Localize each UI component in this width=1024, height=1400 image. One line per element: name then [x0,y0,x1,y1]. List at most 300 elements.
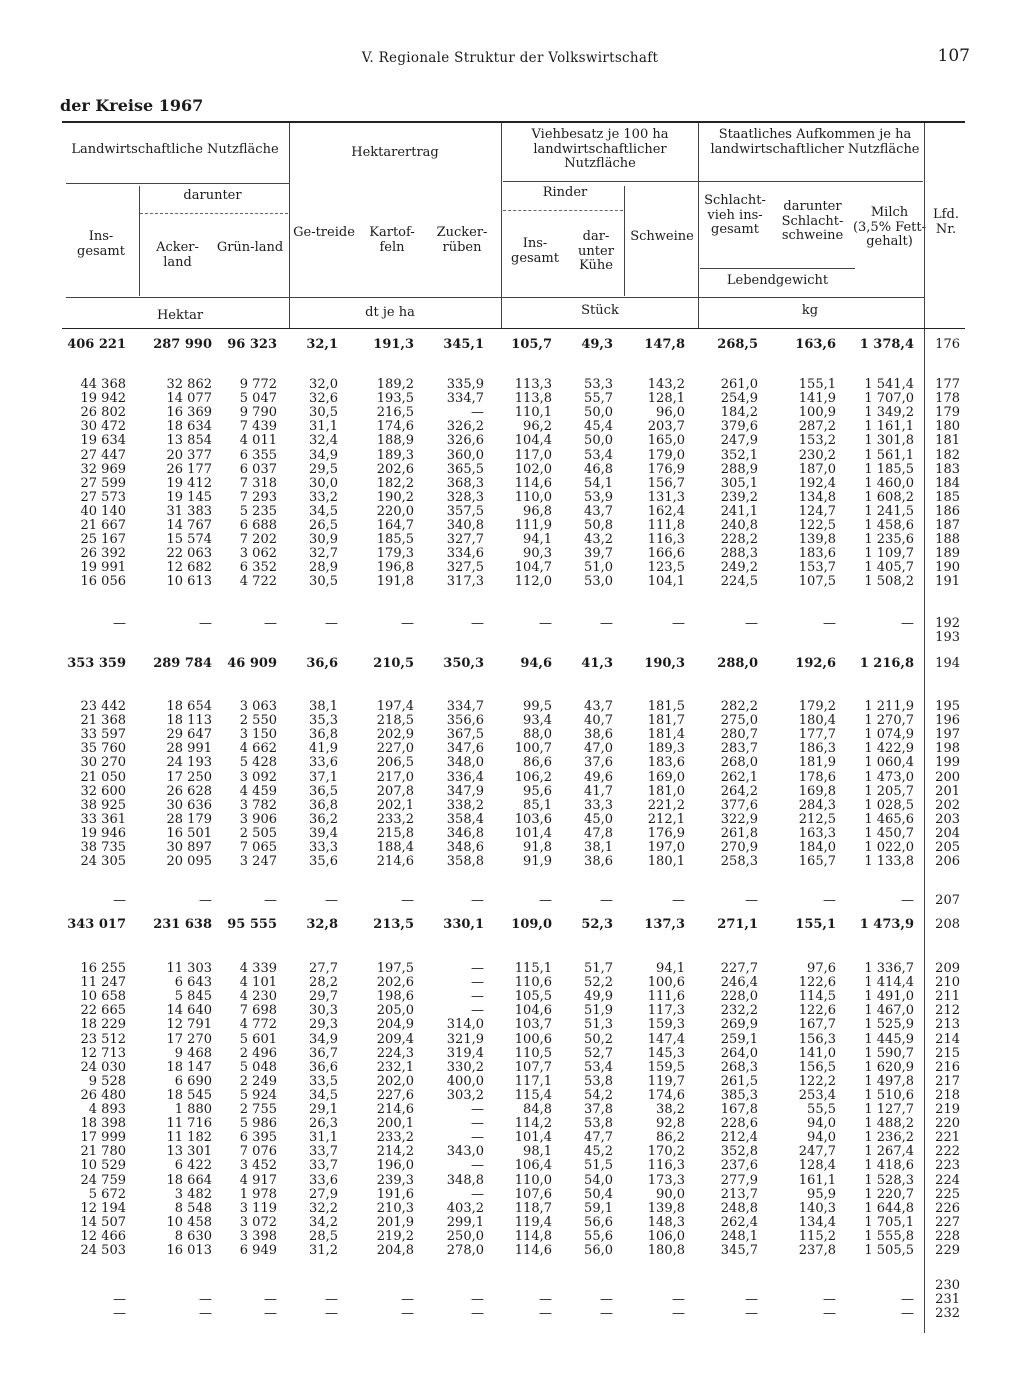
cell-kartoffeln: 200,1 [376,1116,414,1132]
cell-schlachtvieh: 379,6 [720,419,758,435]
cell-schlachtschweine: 141,9 [798,391,836,407]
cell-kuehe: 55,7 [584,391,613,407]
cell-rinder: 104,4 [514,433,552,449]
cell-kuehe: 53,0 [584,574,613,590]
header-milch: Milch (3,5% Fett-gehalt) [852,205,927,249]
cell-ackerland: 20 095 [166,854,212,870]
cell-getreide: 30,0 [309,475,338,491]
cell-milch: 1 505,5 [864,1243,914,1258]
cell-insgesamt: 21 780 [80,1144,126,1160]
cell-gruenland: 5 924 [239,1087,277,1103]
cell-schlachtschweine: — [823,893,836,908]
cell-kuehe: — [600,1306,613,1322]
cell-rinder: — [539,1292,552,1308]
cell-getreide: 28,5 [309,1228,338,1244]
cell-schweine: 119,7 [647,1073,685,1089]
cell-milch: 1 450,7 [864,825,914,841]
cell-schweine: 159,3 [647,1017,685,1033]
cell-rinder: 114,2 [514,1116,552,1132]
cell-ackerland: 18 147 [166,1059,212,1075]
cell-getreide: 32,4 [309,433,338,449]
cell-kartoffeln: 191,3 [373,337,414,352]
cell-kuehe: 49,3 [581,337,613,352]
cell-kuehe: 53,4 [584,447,613,463]
cell-kuehe: 41,3 [581,656,613,671]
cell-gruenland: 4 339 [239,961,277,976]
cell-milch: 1 608,2 [864,489,914,505]
cell-insgesamt: 26 480 [80,1087,126,1103]
cell-milch: 1 414,4 [864,975,914,991]
cell-getreide: 37,1 [309,769,338,785]
cell-getreide: 34,5 [309,503,338,519]
cell-rinder: 110,1 [514,405,552,421]
cell-lfdnr: 204 [935,825,960,841]
cell-milch: 1 707,0 [864,391,914,407]
cell-ackerland: 30 897 [166,840,212,855]
cell-zuckerrueben: 358,4 [446,811,484,827]
cell-getreide: 29,1 [309,1102,338,1117]
cell-getreide: 27,7 [309,961,338,976]
cell-milch: 1 235,6 [864,532,914,548]
header-lebendgewicht: Lebendgewicht [726,273,829,288]
cell-zuckerrueben: 299,1 [446,1214,484,1230]
cell-schweine: 176,9 [647,461,685,477]
cell-insgesamt: 30 472 [80,419,126,435]
cell-rinder: 88,0 [523,727,552,743]
cell-milch: 1 405,7 [864,560,914,576]
cell-getreide: 36,8 [309,727,338,743]
cell-insgesamt: 33 361 [80,811,126,827]
cell-schlachtvieh: 232,2 [720,1003,758,1019]
cell-lfdnr: 214 [935,1031,960,1047]
cell-schlachtvieh: 385,3 [720,1087,758,1103]
cell-getreide: 36,6 [309,1059,338,1075]
cell-lfdnr: 201 [935,783,960,799]
cell-milch: 1 301,8 [864,433,914,449]
header-rinder-insgesamt: Ins-gesamt [511,236,559,266]
cell-milch: 1 491,0 [864,989,914,1005]
cell-milch: 1 185,5 [864,461,914,477]
cell-schlachtschweine: 156,3 [798,1031,836,1047]
cell-ackerland: 18 545 [166,1087,212,1103]
vline-1 [289,123,290,328]
cell-schlachtvieh: 261,5 [720,1073,758,1089]
cell-schlachtvieh: 270,9 [720,840,758,855]
cell-kartoffeln: 196,0 [376,1158,414,1174]
cell-kuehe: 38,6 [584,854,613,870]
cell-kuehe: 33,3 [584,797,613,813]
cell-insgesamt: 12 194 [80,1200,126,1216]
cell-ackerland: 14 077 [166,391,212,407]
header-rinder: Rinder [542,185,588,200]
cell-schlachtschweine: 237,8 [798,1243,836,1258]
cell-schweine: 117,3 [647,1003,685,1019]
cell-kartoffeln: 206,5 [376,755,414,771]
cell-ackerland: 18 664 [166,1172,212,1188]
cell-gruenland: 7 065 [239,840,277,855]
cell-getreide: 36,6 [306,656,338,671]
cell-gruenland: 4 101 [239,975,277,991]
cell-schlachtvieh: 345,7 [720,1243,758,1258]
unit-kg: kg [801,303,819,318]
cell-insgesamt: 32 969 [80,461,126,477]
cell-rinder: 100,7 [514,741,552,757]
cell-schweine: 166,6 [647,546,685,562]
cell-lfdnr: 222 [935,1144,960,1160]
cell-schlachtschweine: 153,7 [798,560,836,576]
cell-getreide: 41,9 [309,741,338,757]
cell-schlachtvieh: — [745,616,758,631]
cell-gruenland: 3 092 [239,769,277,785]
cell-schlachtvieh: 262,1 [720,769,758,785]
cell-insgesamt: — [113,893,126,908]
cell-getreide: 29,7 [309,989,338,1005]
cell-insgesamt: 11 247 [80,975,126,991]
cell-schlachtvieh: 271,1 [717,917,758,932]
cell-getreide: 36,7 [309,1045,338,1061]
cell-lfdnr: 226 [935,1200,960,1216]
cell-ackerland: 6 690 [174,1073,212,1089]
cell-schlachtschweine: 107,5 [798,574,836,590]
unit-stueck: Stück [581,303,619,318]
cell-schweine: 147,4 [647,1031,685,1047]
cell-milch: 1 270,7 [864,713,914,729]
running-head: V. Regionale Struktur der Volkswirtschaft [361,50,659,66]
cell-schlachtschweine: 161,1 [798,1172,836,1188]
cell-lfdnr: 218 [935,1087,960,1103]
cell-lfdnr: 182 [935,447,960,463]
cell-ackerland: 6 422 [174,1158,212,1174]
cell-zuckerrueben: 327,7 [446,532,484,548]
cell-rinder: 119,4 [514,1214,552,1230]
cell-kartoffeln: 182,2 [376,475,414,491]
cell-kartoffeln: 174,6 [376,419,414,435]
cell-ackerland: — [199,893,212,908]
cell-schweine: 189,3 [647,741,685,757]
cell-rinder: 110,6 [514,975,552,991]
cell-zuckerrueben: 330,1 [443,917,484,932]
cell-schweine: 170,2 [647,1144,685,1160]
cell-ackerland: — [199,616,212,631]
cell-kartoffeln: 191,8 [376,574,414,590]
cell-lfdnr: 232 [935,1306,960,1322]
cell-rinder: 105,7 [511,337,552,352]
cell-schlachtschweine: 139,8 [798,532,836,548]
cell-rinder: 110,0 [514,1172,552,1188]
cell-schlachtvieh: 322,9 [720,811,758,827]
cell-schlachtvieh: 213,7 [720,1186,758,1202]
cell-zuckerrueben: — [471,989,484,1005]
cell-kartoffeln: 202,6 [376,975,414,991]
cell-lfdnr: 185 [935,489,960,505]
header-viehbesatz: Viehbesatz je 100 ha landwirtschaftlicher Nutzfläche [531,127,669,171]
cell-insgesamt: 32 600 [80,783,126,799]
cell-milch: 1 555,8 [864,1228,914,1244]
cell-schweine: 173,3 [647,1172,685,1188]
cell-gruenland: 3 398 [239,1228,277,1244]
cell-insgesamt: 27 599 [80,475,126,491]
cell-schlachtvieh: 261,8 [720,825,758,841]
cell-kuehe: 51,3 [584,1017,613,1033]
cell-schweine: — [672,1306,685,1322]
cell-rinder: — [539,1306,552,1322]
cell-lfdnr: 193 [935,630,960,646]
cell-insgesamt: 30 270 [80,755,126,771]
cell-schweine: 183,6 [647,755,685,771]
cell-insgesamt: — [113,1292,126,1308]
cell-insgesamt: 26 802 [80,405,126,421]
cell-getreide: 26,3 [309,1116,338,1132]
cell-schweine: 137,3 [644,917,685,932]
cell-schweine: 38,2 [656,1102,685,1117]
cell-schlachtschweine: 122,2 [798,1073,836,1089]
cell-gruenland: 4 662 [239,741,277,757]
cell-schlachtvieh: 247,9 [720,433,758,449]
cell-gruenland: 4 459 [239,783,277,799]
cell-kuehe: 46,8 [584,461,613,477]
cell-ackerland: 13 301 [166,1144,212,1160]
cell-schlachtschweine: 230,2 [798,447,836,463]
cell-ackerland: 13 854 [166,433,212,449]
cell-zuckerrueben: — [471,1158,484,1174]
cell-schweine: 181,0 [647,783,685,799]
cell-kartoffeln: 189,2 [376,377,414,392]
cell-zuckerrueben: 327,5 [446,560,484,576]
cell-schweine: 180,8 [647,1243,685,1258]
cell-kartoffeln: — [401,1306,414,1322]
cell-milch: 1 378,4 [859,337,914,352]
cell-kuehe: 50,8 [584,518,613,533]
cell-kartoffeln: 202,9 [376,727,414,743]
cell-schlachtschweine: 177,7 [798,727,836,743]
cell-gruenland: 5 235 [239,503,277,519]
cell-ackerland: 287 990 [153,337,212,352]
cell-ackerland: 14 640 [166,1003,212,1019]
cell-zuckerrueben: — [471,1306,484,1322]
cell-schweine: 203,7 [647,419,685,435]
cell-getreide: 36,8 [309,797,338,813]
cell-schlachtvieh: 352,8 [720,1144,758,1160]
cell-schlachtvieh: 268,3 [720,1059,758,1075]
cell-kartoffeln: 209,4 [376,1031,414,1047]
cell-insgesamt: 44 368 [80,377,126,392]
header-aufkommen: Staatliches Aufkommen je ha landwirtschaftlicher Nutzfläche [710,127,920,157]
cell-insgesamt: 10 529 [80,1158,126,1174]
cell-insgesamt: 18 398 [80,1116,126,1132]
cell-schlachtvieh: 277,9 [720,1172,758,1188]
cell-rinder: — [539,616,552,631]
cell-zuckerrueben: — [471,405,484,421]
cell-insgesamt: 353 359 [67,656,126,671]
cell-zuckerrueben: 278,0 [446,1243,484,1258]
cell-ackerland: 18 113 [166,713,212,729]
cell-kuehe: 59,1 [584,1200,613,1216]
cell-milch: 1 465,6 [864,811,914,827]
cell-insgesamt: 26 392 [80,546,126,562]
cell-getreide: 30,5 [309,574,338,590]
cell-rinder: 101,4 [514,1130,552,1146]
cell-insgesamt: 24 305 [80,854,126,870]
cell-schweine: 165,0 [647,433,685,449]
cell-schlachtschweine: 128,4 [798,1158,836,1174]
cell-ackerland: 29 647 [166,727,212,743]
cell-schlachtschweine: 169,8 [798,783,836,799]
cell-schlachtvieh: 248,8 [720,1200,758,1216]
cell-schweine: 111,8 [647,518,685,533]
rule-lebend [700,268,855,269]
cell-kartoffeln: 197,5 [376,961,414,976]
cell-insgesamt: 14 507 [80,1214,126,1230]
cell-insgesamt: — [113,616,126,631]
cell-gruenland: 4 772 [239,1017,277,1033]
cell-milch: 1 541,4 [864,377,914,392]
cell-kuehe: 47,8 [584,825,613,841]
page-title: der Kreise 1967 [60,96,204,115]
cell-getreide: 29,5 [309,461,338,477]
cell-rinder: 113,8 [514,391,552,407]
cell-gruenland: 3 452 [239,1158,277,1174]
cell-kartoffeln: 198,6 [376,989,414,1005]
header-schweine: Schweine [630,229,694,244]
cell-lfdnr: 219 [935,1102,960,1117]
cell-lfdnr: 225 [935,1186,960,1202]
cell-kartoffeln: — [401,1292,414,1308]
cell-kuehe: 53,4 [584,1059,613,1075]
cell-gruenland: 5 986 [239,1116,277,1132]
rule-lnf [66,183,289,184]
cell-gruenland: — [264,893,277,908]
cell-milch: 1 590,7 [864,1045,914,1061]
cell-schweine: 176,9 [647,825,685,841]
cell-kuehe: 50,0 [584,433,613,449]
cell-schlachtschweine: 124,7 [798,503,836,519]
header-insgesamt: Ins-gesamt [77,229,125,259]
cell-schweine: 96,0 [656,405,685,421]
cell-schlachtschweine: 100,9 [798,405,836,421]
cell-schlachtvieh: 212,4 [720,1130,758,1146]
cell-zuckerrueben: 350,3 [443,656,484,671]
cell-insgesamt: 27 573 [80,489,126,505]
cell-insgesamt: 4 893 [88,1102,126,1117]
cell-ackerland: — [199,1292,212,1308]
cell-zuckerrueben: 317,3 [446,574,484,590]
cell-ackerland: 11 303 [166,961,212,976]
cell-kuehe: 49,6 [584,769,613,785]
cell-milch: 1 161,1 [864,419,914,435]
cell-schlachtschweine: 179,2 [798,699,836,714]
cell-rinder: 84,8 [523,1102,552,1117]
cell-lfdnr: 190 [935,560,960,576]
cell-ackerland: 231 638 [153,917,212,932]
cell-kuehe: 40,7 [584,713,613,729]
cell-gruenland: 5 601 [239,1031,277,1047]
cell-getreide: 38,1 [309,699,338,714]
cell-gruenland: 5 047 [239,391,277,407]
cell-rinder: 96,2 [523,419,552,435]
cell-gruenland: 6 352 [239,560,277,576]
cell-lfdnr: 181 [935,433,960,449]
cell-getreide: 28,2 [309,975,338,991]
cell-schweine: 123,5 [647,560,685,576]
cell-schlachtschweine: 284,3 [798,797,836,813]
cell-kartoffeln: 210,5 [373,656,414,671]
cell-schlachtschweine: 165,7 [798,854,836,870]
cell-milch: 1 497,8 [864,1073,914,1089]
cell-getreide: 34,9 [309,1031,338,1047]
cell-milch: 1 205,7 [864,783,914,799]
cell-kartoffeln: 201,9 [376,1214,414,1230]
cell-schweine: — [672,616,685,631]
cell-gruenland: 2 755 [239,1102,277,1117]
cell-milch: 1 445,9 [864,1031,914,1047]
cell-schlachtschweine: 134,4 [798,1214,836,1230]
cell-gruenland: 4 722 [239,574,277,590]
cell-ackerland: — [199,1306,212,1322]
cell-ackerland: 3 482 [174,1186,212,1202]
cell-schweine: 181,4 [647,727,685,743]
cell-schlachtvieh: 261,0 [720,377,758,392]
cell-kuehe: 52,2 [584,975,613,991]
cell-gruenland: 1 978 [239,1186,277,1202]
cell-getreide: 33,5 [309,1073,338,1089]
cell-kuehe: 43,7 [584,503,613,519]
cell-zuckerrueben: 250,0 [446,1228,484,1244]
cell-getreide: 34,5 [309,1087,338,1103]
cell-schlachtschweine: 95,9 [807,1186,836,1202]
cell-milch: 1 705,1 [864,1214,914,1230]
cell-lfdnr: 189 [935,546,960,562]
cell-schlachtschweine: 155,1 [795,917,836,932]
cell-zuckerrueben: 326,2 [446,419,484,435]
cell-zuckerrueben: — [471,1186,484,1202]
cell-ackerland: 5 845 [174,989,212,1005]
cell-getreide: 39,4 [309,825,338,841]
cell-schlachtvieh: 237,6 [720,1158,758,1174]
header-gruenland: Grün-land [216,240,284,255]
cell-schweine: 181,5 [647,699,685,714]
cell-schlachtschweine: 186,3 [798,741,836,757]
cell-schlachtschweine: 287,2 [798,419,836,435]
cell-lfdnr: 231 [935,1292,960,1308]
cell-kartoffeln: 204,8 [376,1243,414,1258]
cell-rinder: — [539,893,552,908]
cell-lfdnr: 227 [935,1214,960,1230]
cell-kuehe: 54,1 [584,475,613,491]
cell-milch: 1 525,9 [864,1017,914,1033]
cell-getreide: 31,1 [309,419,338,435]
cell-kuehe: 39,7 [584,546,613,562]
cell-rinder: 86,6 [523,755,552,771]
cell-insgesamt: 38 925 [80,797,126,813]
cell-kuehe: 37,6 [584,755,613,771]
cell-ackerland: 11 716 [166,1116,212,1132]
cell-lfdnr: 177 [935,377,960,392]
cell-lfdnr: 178 [935,391,960,407]
cell-zuckerrueben: 334,7 [446,699,484,714]
cell-schweine: 147,8 [644,337,685,352]
cell-gruenland: 2 249 [239,1073,277,1089]
cell-schweine: 139,8 [647,1200,685,1216]
cell-schlachtvieh: 259,1 [720,1031,758,1047]
cell-gruenland: 7 293 [239,489,277,505]
cell-milch: 1 467,0 [864,1003,914,1019]
cell-zuckerrueben: 357,5 [446,503,484,519]
cell-getreide: 35,6 [309,854,338,870]
cell-rinder: 111,9 [514,518,552,533]
cell-schlachtvieh: — [745,1306,758,1322]
cell-insgesamt: 9 528 [88,1073,126,1089]
cell-lfdnr: 211 [935,989,960,1005]
